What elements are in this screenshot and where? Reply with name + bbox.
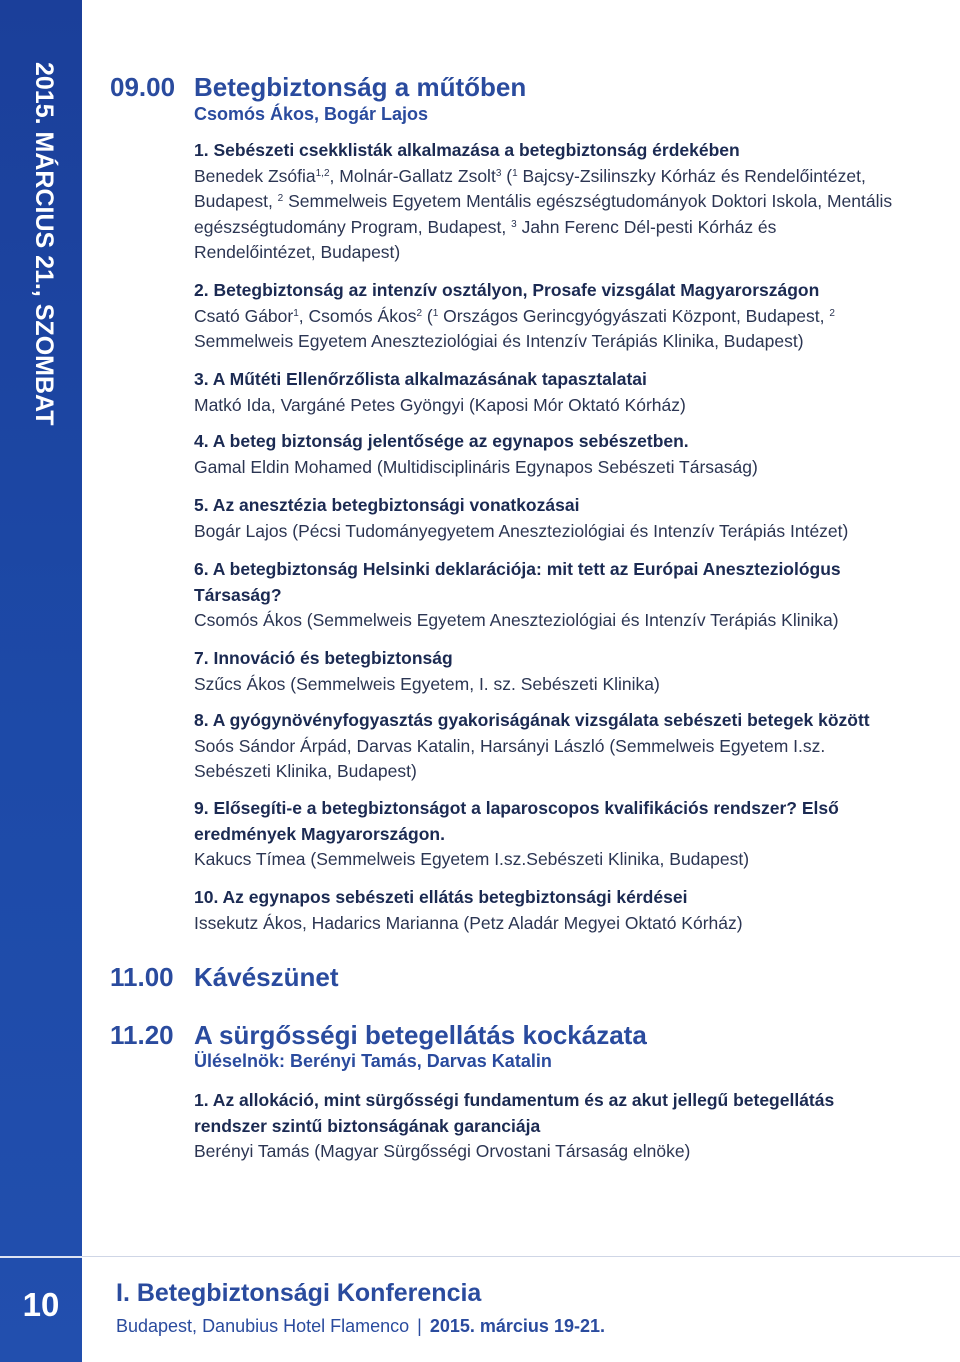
talk-item bbox=[194, 557, 894, 634]
talk-authors: Gamal Eldin Mohamed (Multidisciplináris Egynapos Sebészeti Társaság) bbox=[194, 456, 758, 477]
session-time: 11.20 bbox=[110, 1020, 174, 1050]
session-title: Kávészünet bbox=[194, 962, 339, 992]
sidebar-divider bbox=[0, 1256, 82, 1258]
footer-divider bbox=[82, 1256, 960, 1257]
talk-title: 10. Az egynapos sebészeti ellátás betegbiztonsági kérdései bbox=[194, 887, 688, 907]
talk-title: 2. Betegbiztonság az intenzív osztályon, Prosafe vizsgálat Magyarországon bbox=[194, 280, 820, 300]
talk-authors: Benedek Zsófia$^{1,2}$, Molnár-Gallatz Zsolt$^3$ ($^1$ Bajcsy-Zsilinszky Kórház és Rendelőintézet, Budapest, $^2$ Semmelweis Egyetem Mentális egészségtudományok Doktori Iskola, Mentális egészségtudomány Program, Budapest, $^3$ Jahn Ferenc Dél-pesti Kórház és Rendelőintézet, Budapest) bbox=[194, 165, 893, 262]
footer-venue: Budapest, Danubius Hotel Flamenco bbox=[116, 1316, 410, 1336]
talk-item bbox=[194, 708, 894, 785]
talk-authors: Csomós Ákos (Semmelweis Egyetem Aneszteziológiai és Intenzív Terápiás Klinika) bbox=[194, 610, 839, 630]
session-title: A sürgősségi betegellátás kockázata bbox=[194, 1020, 647, 1050]
talk-item bbox=[194, 367, 894, 418]
talk-authors: Issekutz Ákos, Hadarics Marianna (Petz Aladár Megyei Oktató Kórház) bbox=[194, 912, 743, 933]
talk-item bbox=[194, 1088, 906, 1165]
sidebar-date-label: 2015. MÁRCIUS 21., SZOMBAT bbox=[30, 62, 58, 426]
talk-item bbox=[194, 646, 894, 697]
talk-title: 6. A betegbiztonság Helsinki deklarációja: mit tett az Európai Aneszteziológus Társaság? bbox=[194, 559, 841, 605]
talk-title: 3. A Műtéti Ellenőrzőlista alkalmazásának tapasztalatai bbox=[194, 369, 647, 389]
talk-authors: Kakucs Tímea (Semmelweis Egyetem I.sz.Sebészeti Klinika, Budapest) bbox=[194, 849, 750, 869]
footer-dates: 2015. március 19-21. bbox=[429, 1316, 605, 1336]
session-time: 09.00 bbox=[110, 72, 176, 102]
talk-title: 5. Az anesztézia betegbiztonsági vonatkozásai bbox=[194, 495, 580, 515]
talk-item bbox=[194, 796, 894, 873]
talk-title: 7. Innováció és betegbiztonság bbox=[194, 648, 453, 668]
talk-item bbox=[194, 138, 894, 266]
footer-venue-line bbox=[116, 1316, 605, 1337]
talk-title: 1. Az allokáció, mint sürgősségi fundamentum és az akut jellegű betegellátás rendszer szintű biztonságának garanciája bbox=[194, 1090, 835, 1136]
session-title: Betegbiztonság a műtőben bbox=[194, 72, 527, 102]
talk-authors: Matkó Ida, Vargáné Petes Gyöngyi (Kaposi Mór Oktató Kórház) bbox=[194, 394, 686, 415]
talk-authors: Berényi Tamás (Magyar Sürgősségi Orvostani Társaság elnöke) bbox=[194, 1141, 691, 1161]
talk-title: 8. A gyógynövényfogyasztás gyakoriságának vizsgálata sebészeti betegek között bbox=[194, 710, 870, 730]
session-chairs: Csomós Ákos, Bogár Lajos bbox=[194, 104, 429, 124]
talk-authors: Bogár Lajos (Pécsi Tudományegyetem Aneszteziológiai és Intenzív Terápiás Intézet) bbox=[194, 520, 849, 541]
talk-item bbox=[194, 278, 894, 355]
talk-authors: Soós Sándor Árpád, Darvas Katalin, Harsányi László (Semmelweis Egyetem I.sz. Sebészeti Klinika, Budapest) bbox=[194, 735, 826, 781]
talk-item bbox=[194, 429, 894, 480]
session-chairs: Üléselnök: Berényi Tamás, Darvas Katalin bbox=[194, 1051, 552, 1071]
talk-title: 4. A beteg biztonság jelentősége az egynapos sebészetben. bbox=[194, 431, 689, 451]
talk-item bbox=[194, 885, 894, 936]
session-time: 11.00 bbox=[110, 962, 174, 992]
talk-item bbox=[194, 493, 894, 544]
talk-title: 9. Elősegíti-e a betegbiztonságot a laparoscopos kvalifikációs rendszer? Első eredmények Magyarországon. bbox=[194, 798, 839, 844]
footer-separator: | bbox=[417, 1316, 422, 1336]
sidebar bbox=[0, 0, 82, 1362]
page-number: 10 bbox=[22, 1286, 60, 1323]
footer-conference-title: I. Betegbiztonsági Konferencia bbox=[116, 1279, 482, 1307]
talk-authors: Csató Gábor$^1$, Csomós Ákos$^2$ ($^1$ Országos Gerincgyógyászati Központ, Budapest, $^2$ Semmelweis Egyetem Aneszteziológiai és Intenzív Terápiás Klinika, Budapest) bbox=[194, 305, 835, 351]
talk-title: 1. Sebészeti csekklisták alkalmazása a betegbiztonság érdekében bbox=[194, 140, 740, 160]
talk-authors: Szűcs Ákos (Semmelweis Egyetem, I. sz. Sebészeti Klinika) bbox=[194, 673, 660, 694]
